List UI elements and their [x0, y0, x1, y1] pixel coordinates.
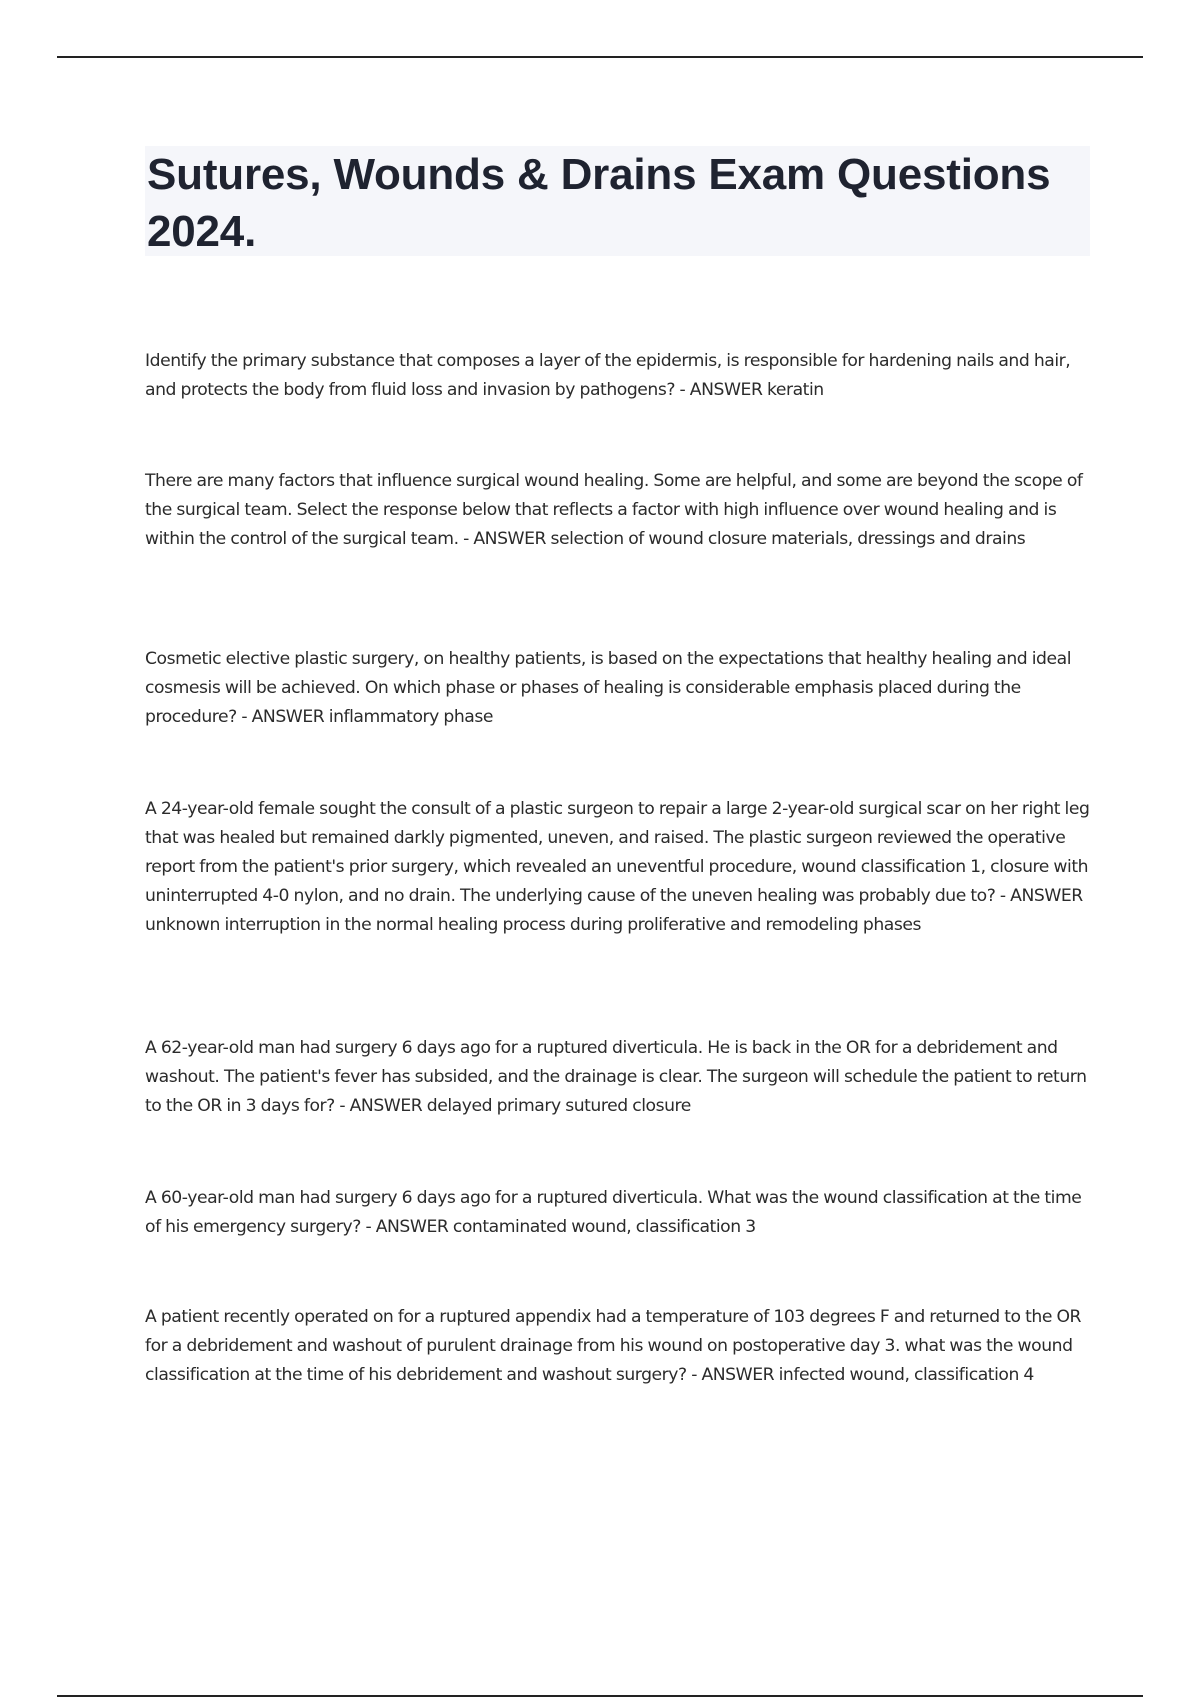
question-answer-2: There are many factors that influence surgical wound healing. Some are helpful, and some are beyond the scope of the surgical team. Select the response below that reflects a factor with high influence over wound healing and is within the control of the surgical team. - ANSWER selection of wound closure materials, dressings and drains [145, 471, 1083, 549]
question-answer-5: A 62-year-old man had surgery 6 days ago for a ruptured diverticula. He is back in the OR for a debridement and washout. The patient's fever has subsided, and the drainage is clear. The surgeon will schedule the patient to return to the OR in 3 days for? - ANSWER delayed primary sutured closure [145, 1038, 1087, 1116]
bottom-rule [57, 1695, 1143, 1697]
question-answer-6: A 60-year-old man had surgery 6 days ago for a ruptured diverticula. What was the wound classification at the time of his emergency surgery? - ANSWER contaminated wound, classification 3 [145, 1188, 1082, 1237]
question-answer-4: A 24-year-old female sought the consult of a plastic surgeon to repair a large 2-year-old surgical scar on her right leg that was healed but remained darkly pigmented, uneven, and raised. The plastic surgeon reviewed the operative report from the patient's prior surgery, which revealed an uneventful procedure, wound classification 1, closure with uninterrupted 4-0 nylon, and no drain. The underlying cause of the uneven healing was probably due to? - ANSWER unknown interruption in the normal healing process during proliferative and remodeling phases [145, 799, 1090, 935]
question-answer-1: Identify the primary substance that composes a layer of the epidermis, is responsible for hardening nails and hair, and protects the body from fluid loss and invasion by pathogens? - ANSWER keratin [145, 351, 1071, 400]
question-answer-3: Cosmetic elective plastic surgery, on healthy patients, is based on the expectations that healthy healing and ideal cosmesis will be achieved. On which phase or phases of healing is considerable emphasis placed during the procedure? - ANSWER inflammatory phase [145, 649, 1072, 727]
top-rule [57, 56, 1143, 58]
question-answer-7: A patient recently operated on for a ruptured appendix had a temperature of 103 degrees F and returned to the OR for a debridement and washout of purulent drainage from his wound on postoperative day 3. what was the wound classification at the time of his debridement and washout surgery? - ANSWER infected wound, classification 4 [145, 1307, 1082, 1385]
page-title: Sutures, Wounds & Drains Exam Questions 2024. [147, 150, 1051, 256]
title-block [145, 146, 1090, 256]
